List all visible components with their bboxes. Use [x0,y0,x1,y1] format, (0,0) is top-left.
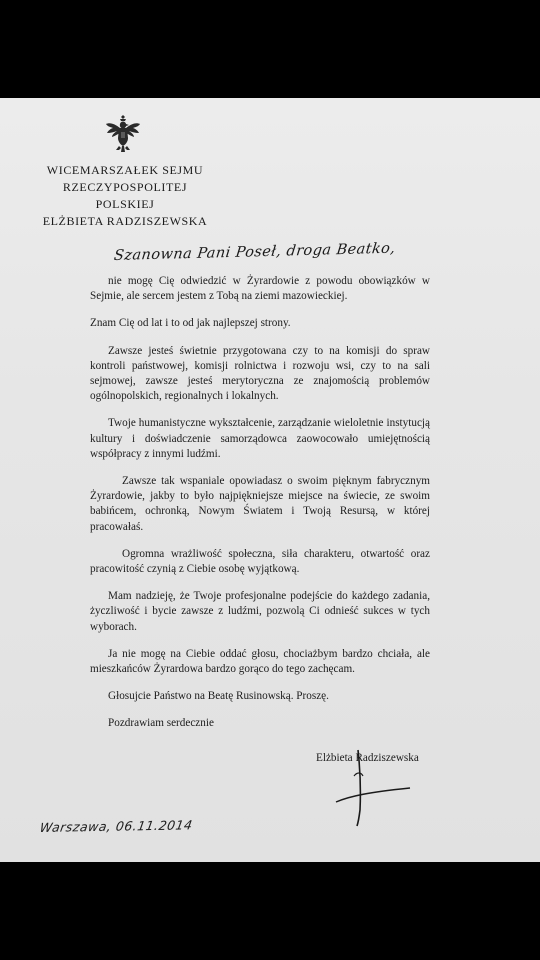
paragraph: Ogromna wrażliwość społeczna, siła charakteru, otwartość oraz pracowitość czynią z Ciebie osobę wyjątkową. [90,547,430,576]
handwritten-salutation: Szanowna Pani Poseł, droga Beatko, [113,240,397,264]
paragraph: nie mogę Cię odwiedzić w Żyrardowie z powodu obowiązków w Sejmie, ale sercem jestem z Tobą na ziemi mazowieckiej. [90,275,430,303]
letterhead [40,162,210,230]
letterhead-title: WICEMARSZAŁEK SEJMU [46,163,204,177]
paragraph: Ja nie mogę na Ciebie oddać głosu, chociażbym bardzo chciała, ale mieszkańców Żyrardowa bardzo gorąco do tego zachęcam. [90,647,430,676]
polish-eagle-emblem-icon [105,112,141,154]
paragraph: Głosujcie Państwo na Beatę Rusinowską. Proszę. [108,690,329,703]
letter-page [0,98,540,862]
paragraph: Zawsze tak wspaniale opowiadasz o swoim pięknym fabrycznym Żyrardowie, jakby to było najpiękniejsze miejsce na świecie, ze swoim babińcem, ochronką, Nowym Światem i Twoją Resursą, w której pracowałaś. [90,475,430,533]
signer-name: Elżbieta Radziszewska [316,752,419,764]
paragraph: Twoje humanistyczne wykształcenie, zarządzanie wieloletnie instytucją kultury i doświadczenie samorządowca zaowocowało umiejętnością współpracy z innymi ludźmi. [90,417,430,460]
handwritten-place-date: Warszawa, 06.11.2014 [38,817,194,836]
closing: Pozdrawiam serdecznie [108,717,214,730]
paragraph: Znam Cię od lat i to od jak najlepszej strony. [90,317,291,330]
letterhead-name: ELŻBIETA RADZISZEWSKA [42,214,208,228]
letter-body [90,274,430,744]
paragraph: Zawsze jesteś świetnie przygotowana czy to na komisji do spraw kontroli państwowej, komisji rolnictwa i rozwoju wsi, czy to na sali sejmowej, zawsze jesteś merytoryczna ze znajomością problemów ogólnopolskich, regionalnych i lokalnych. [90,344,430,403]
handwritten-signature [330,748,420,828]
letterhead-institution: RZECZYPOSPOLITEJ POLSKIEJ [62,180,188,211]
paragraph: Mam nadzieję, że Twoje profesjonalne podejście do każdego zadania, życzliwość i bycie zawsze z ludźmi, pozwolą Ci odnieść sukces w tych wyborach. [90,590,430,633]
